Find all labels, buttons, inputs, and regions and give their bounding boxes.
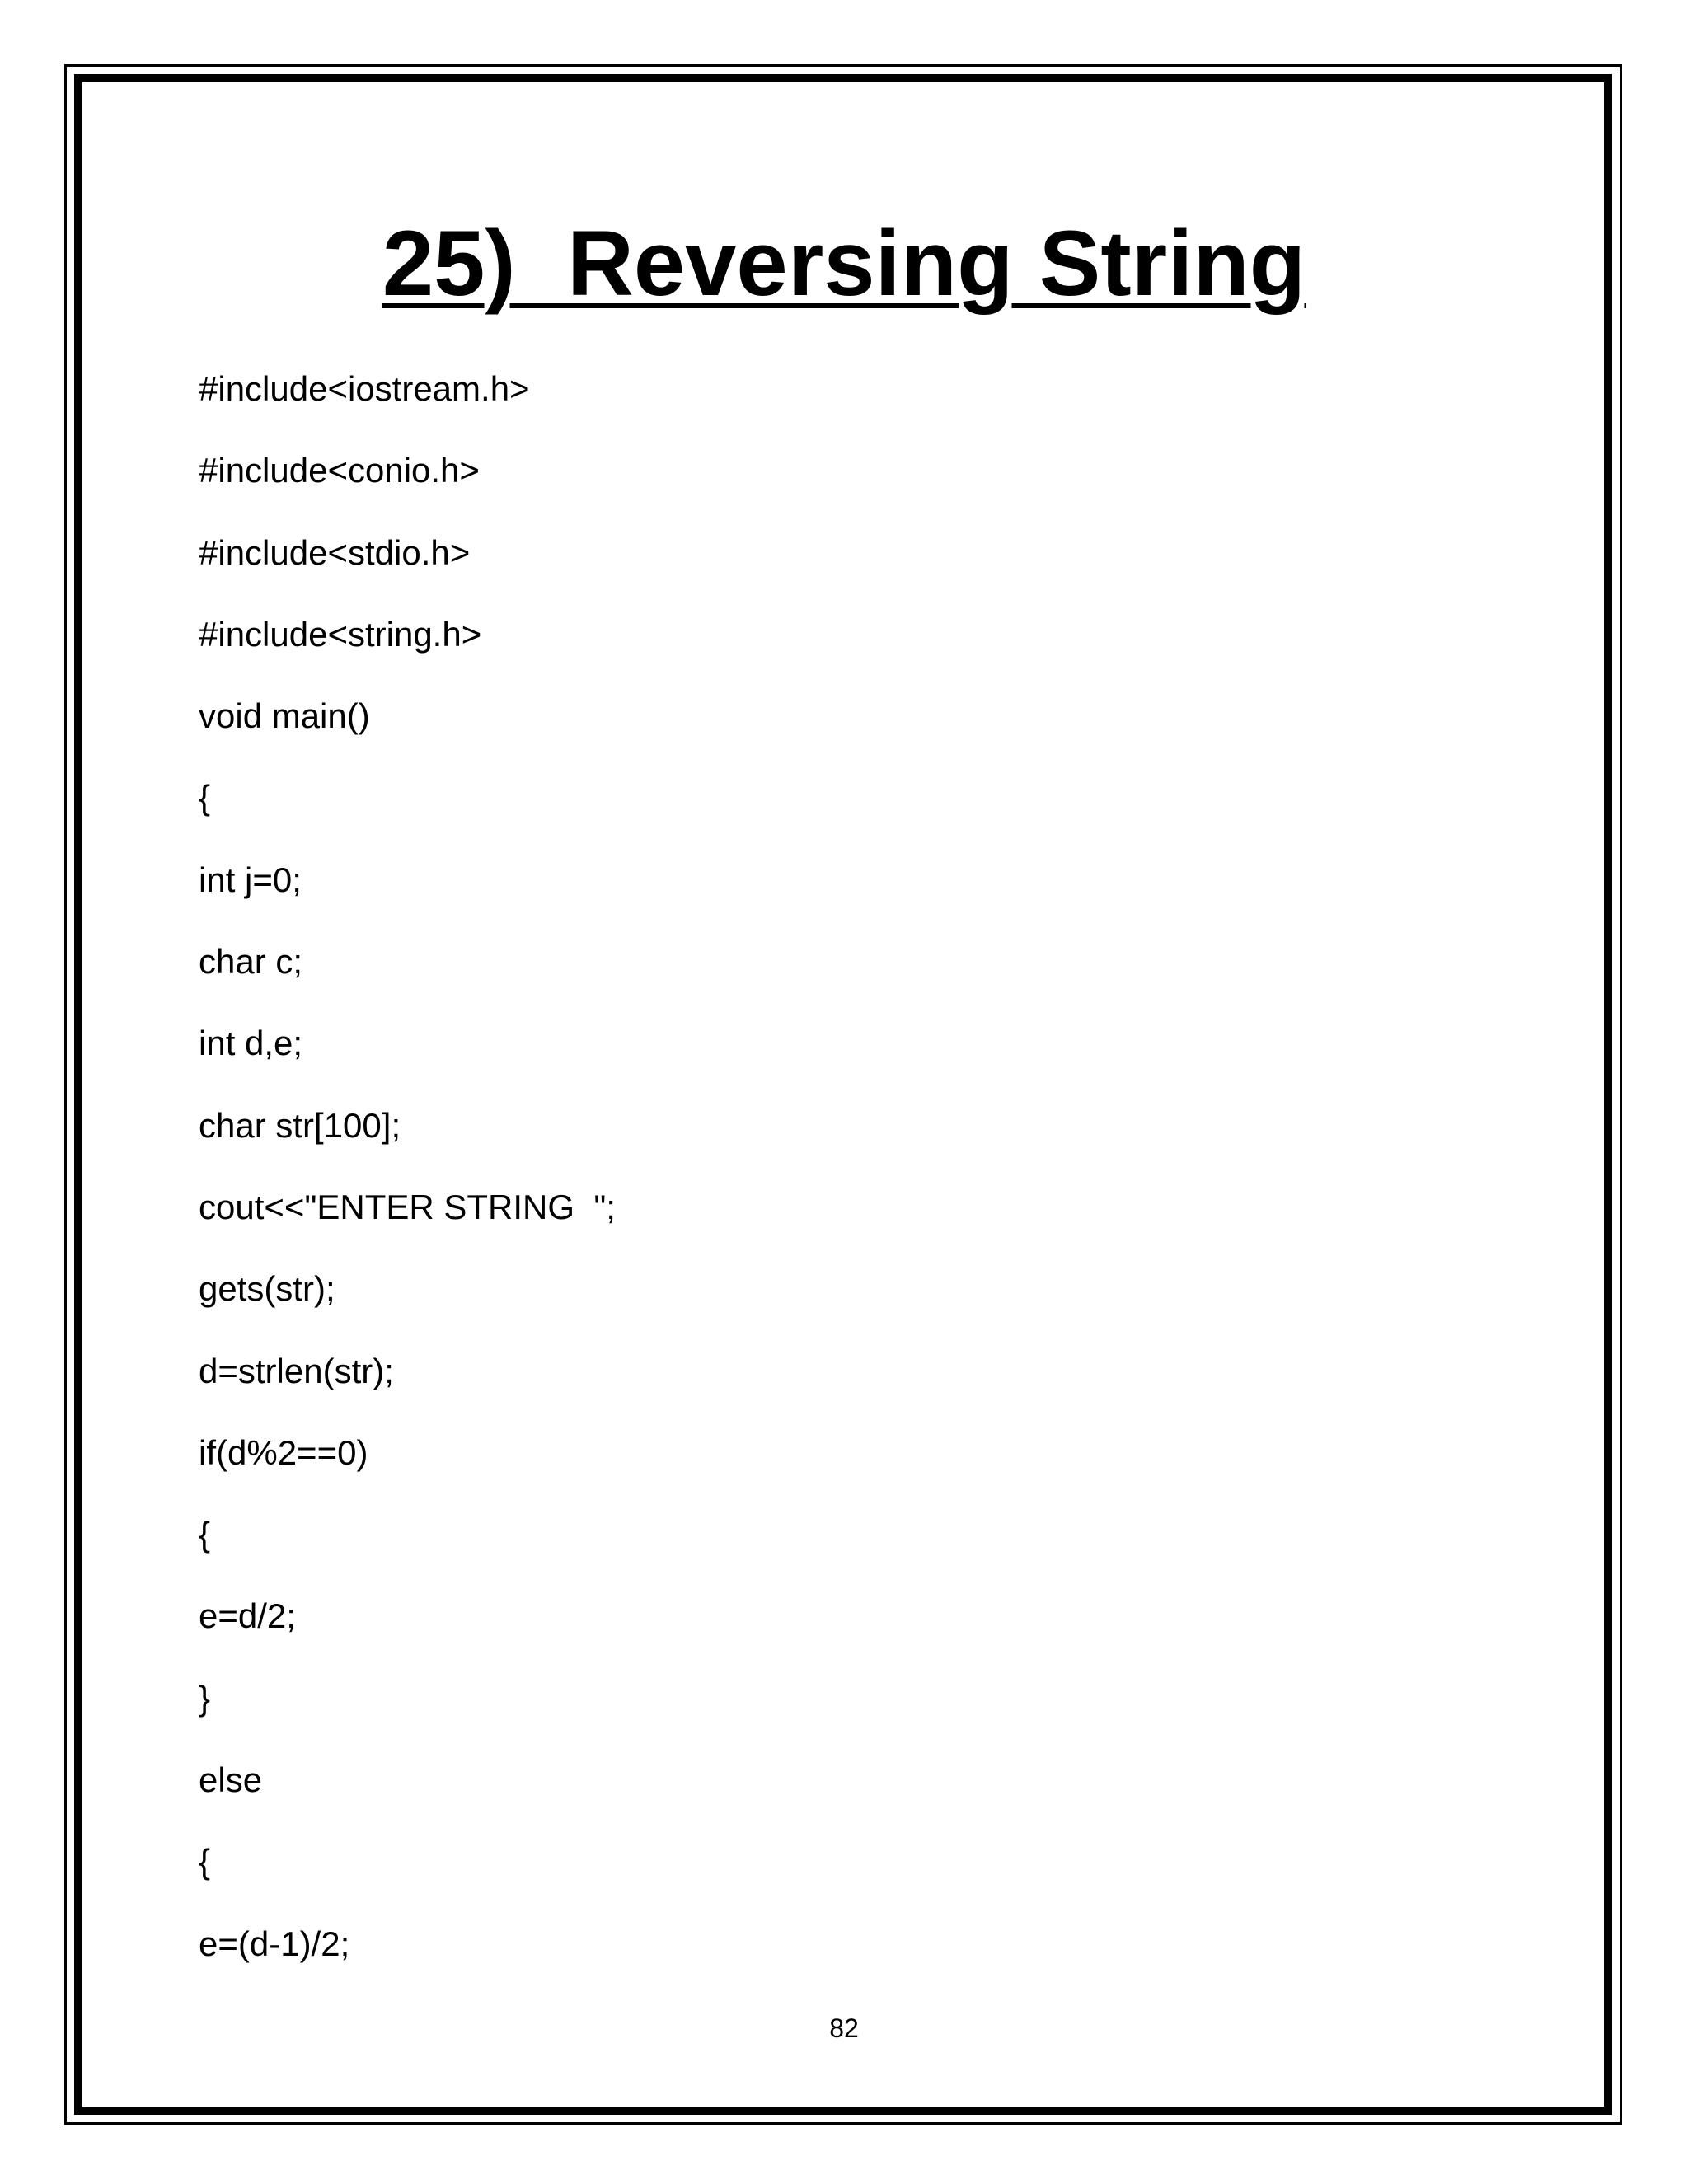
code-line: #include<conio.h> (199, 451, 480, 490)
code-line: e=(d-1)/2; (199, 1924, 350, 1963)
code-line: #include<string.h> (199, 614, 482, 654)
code-listing (199, 364, 616, 2001)
code-line: int d,e; (199, 1024, 303, 1063)
page-title (0, 210, 1688, 317)
code-line: if(d%2==0) (199, 1432, 368, 1472)
code-line: { (199, 1842, 211, 1882)
code-line: char str[100]; (199, 1105, 401, 1145)
code-line: else (199, 1760, 263, 1800)
code-line: gets(str); (199, 1269, 335, 1309)
code-line: #include<iostream.h> (199, 369, 530, 408)
code-line: cout<<"ENTER STRING "; (199, 1187, 616, 1226)
code-line: { (199, 778, 211, 818)
code-line: int j=0; (199, 860, 302, 899)
code-line: { (199, 1515, 211, 1554)
page-title-text: 25) Reversing String (382, 212, 1306, 315)
page-number: 82 (829, 2013, 859, 2043)
code-line: char c; (199, 942, 303, 982)
code-line: } (199, 1678, 211, 1718)
code-line: d=strlen(str); (199, 1351, 394, 1390)
code-line: #include<stdio.h> (199, 532, 471, 572)
code-line: void main() (199, 696, 370, 736)
code-line: e=d/2; (199, 1596, 296, 1636)
